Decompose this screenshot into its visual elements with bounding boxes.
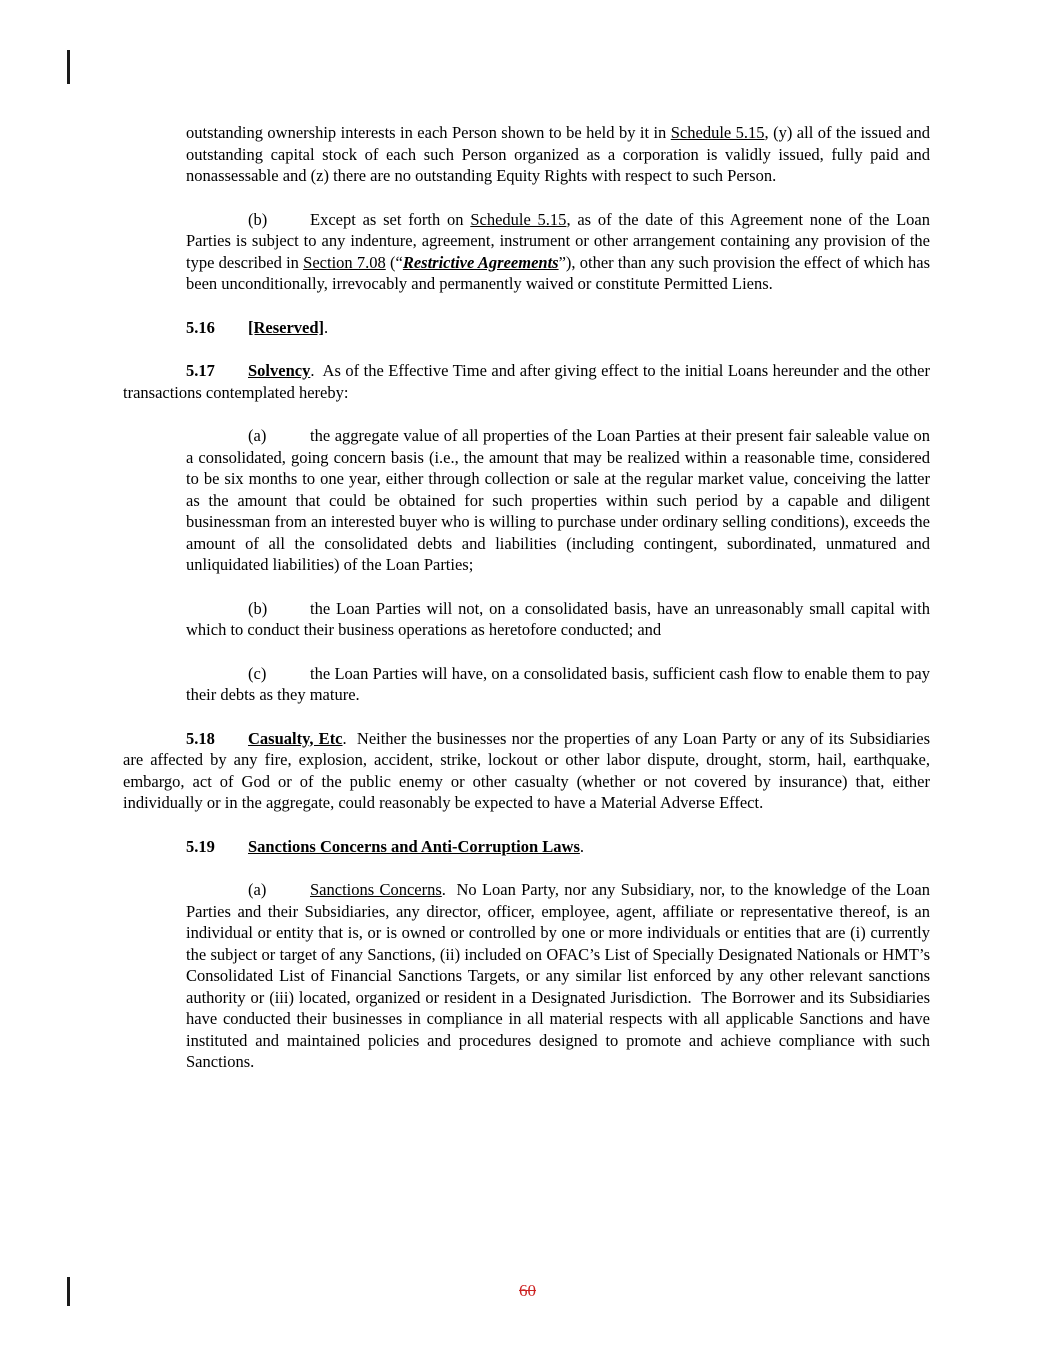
para-5-17-a [186, 425, 930, 576]
text-segment: 5.16 [186, 317, 215, 337]
text-segment: the Loan Parties will have, on a consolidated basis, sufficient cash flow to enable them to pay their debts as they mature. [186, 663, 930, 704]
text-segment: . [324, 317, 329, 337]
text-segment: (a) [248, 426, 267, 445]
revision-change-bar-top [67, 50, 70, 84]
text-segment: the aggregate value of all properties of the Loan Parties at their present fair saleable value on a consolidated, going concern basis (i.e., the amount that may be realized within a reasonable time, considered to be six months to one year, either through collection or sale at the regular market value, conceiving the latter as the amount that could be obtained for such properties within such period by a capable and diligent businessman from an interested buyer who is willing to purchase under ordinary selling conditions), exceeds the amount of all the consolidated debts and liabilities (including contingent, subordinated, unmatured and unliquidated liabilities) of the Loan Parties; [186, 426, 930, 574]
heading-5-19-sanctions [123, 836, 930, 858]
text-segment: . No Loan Party, nor any Subsidiary, nor, to the knowledge of the Loan Parties and their Subsidiaries, any director, officer, employee, agent, affiliate or representative thereof, is an individual or entity that is, or is owned or controlled by one or more individuals or entities that are (i) currently the subject or target of any Sanctions, (ii) included on OFAC’s List of Specially Designated Nationals or HMT’s Consolidated List of Financial Sanctions Targets, or any similar list enforced by any other relevant sanctions authority or (iii) located, organized or resident in a Designated Jurisdiction. The Borrower and its Subsidiaries have conducted their businesses in compliance in all material respects with all applicable Sanctions and have instituted and maintained policies and procedures designed to promote and achieve compliance with such Sanctions. [186, 880, 931, 1071]
text-segment: Except as set forth on [310, 209, 471, 229]
para-5-17-c [186, 663, 930, 706]
text-segment: [Reserved] [248, 317, 325, 337]
text-segment: (c) [248, 663, 267, 683]
text-segment: ”), other than any such provision the effect of which has been unconditionally, irrevocably and permanently waived or constitute Permitted Liens. [186, 252, 931, 293]
text-segment: 5.18 [186, 728, 215, 748]
text-segment: 5.17 [186, 361, 215, 380]
text-segment: Schedule 5.15 [670, 123, 765, 142]
text-segment: 5.19 [186, 836, 215, 856]
para-5-17-b [186, 598, 930, 641]
text-segment: (a) [248, 880, 267, 899]
text-segment: Sanctions Concerns and Anti-Corruption Laws [248, 836, 580, 856]
text-segment: Solvency [248, 361, 311, 380]
text-segment: (“ [385, 252, 403, 272]
text-segment: . As of the Effective Time and after giving effect to the initial Loans hereunder and the other transactions contemplated hereby: [123, 361, 930, 402]
text-segment: the Loan Parties will not, on a consolidated basis, have an unreasonably small capital with which to conduct their business operations as heretofore conducted; and [186, 598, 930, 639]
text-segment: (b) [248, 598, 268, 618]
heading-5-16-reserved [123, 317, 930, 339]
text-segment: outstanding ownership interests in each Person shown to be held by it in [186, 123, 671, 142]
text-segment: Casualty, Etc [248, 728, 343, 748]
para-5-15-b [186, 209, 930, 295]
text-segment: . [579, 836, 585, 856]
page-number: 60 [519, 1281, 536, 1300]
text-segment: Schedule 5.15 [470, 209, 567, 229]
text-segment: , as of the date of this Agreement none of the Loan Parties is subject to any indenture, agreement, instrument or other arrangement containing any provision of the type described in [186, 209, 930, 272]
text-segment: Sanctions Concerns [310, 880, 442, 899]
text-segment: Restrictive Agreements [402, 252, 559, 272]
para-5-15-continuation [186, 122, 930, 187]
heading-5-17-solvency [123, 360, 930, 403]
para-5-18-casualty [123, 728, 930, 814]
document-body [123, 122, 930, 1073]
text-segment: (b) [248, 209, 268, 229]
text-segment: . Neither the businesses nor the properties of any Loan Party or any of its Subsidiaries are affected by any fire, explosion, accident, strike, lockout or other labor dispute, drought, storm, hail, earthquake, embargo, act of God or of the public enemy or other casualty (whether or not covered by insurance) that, either individually or in the aggregate, could reasonably be expected to have a Material Adverse Effect. [123, 728, 930, 812]
para-5-19-a-sanctions-concerns [186, 879, 930, 1073]
text-segment: , (y) all of the issued and outstanding capital stock of each such Person organized as a corporation is validly issued, fully paid and nonassessable and (z) there are no outstanding Equity Rights with respect to such Person. [186, 123, 930, 185]
text-segment: Section 7.08 [303, 252, 386, 272]
